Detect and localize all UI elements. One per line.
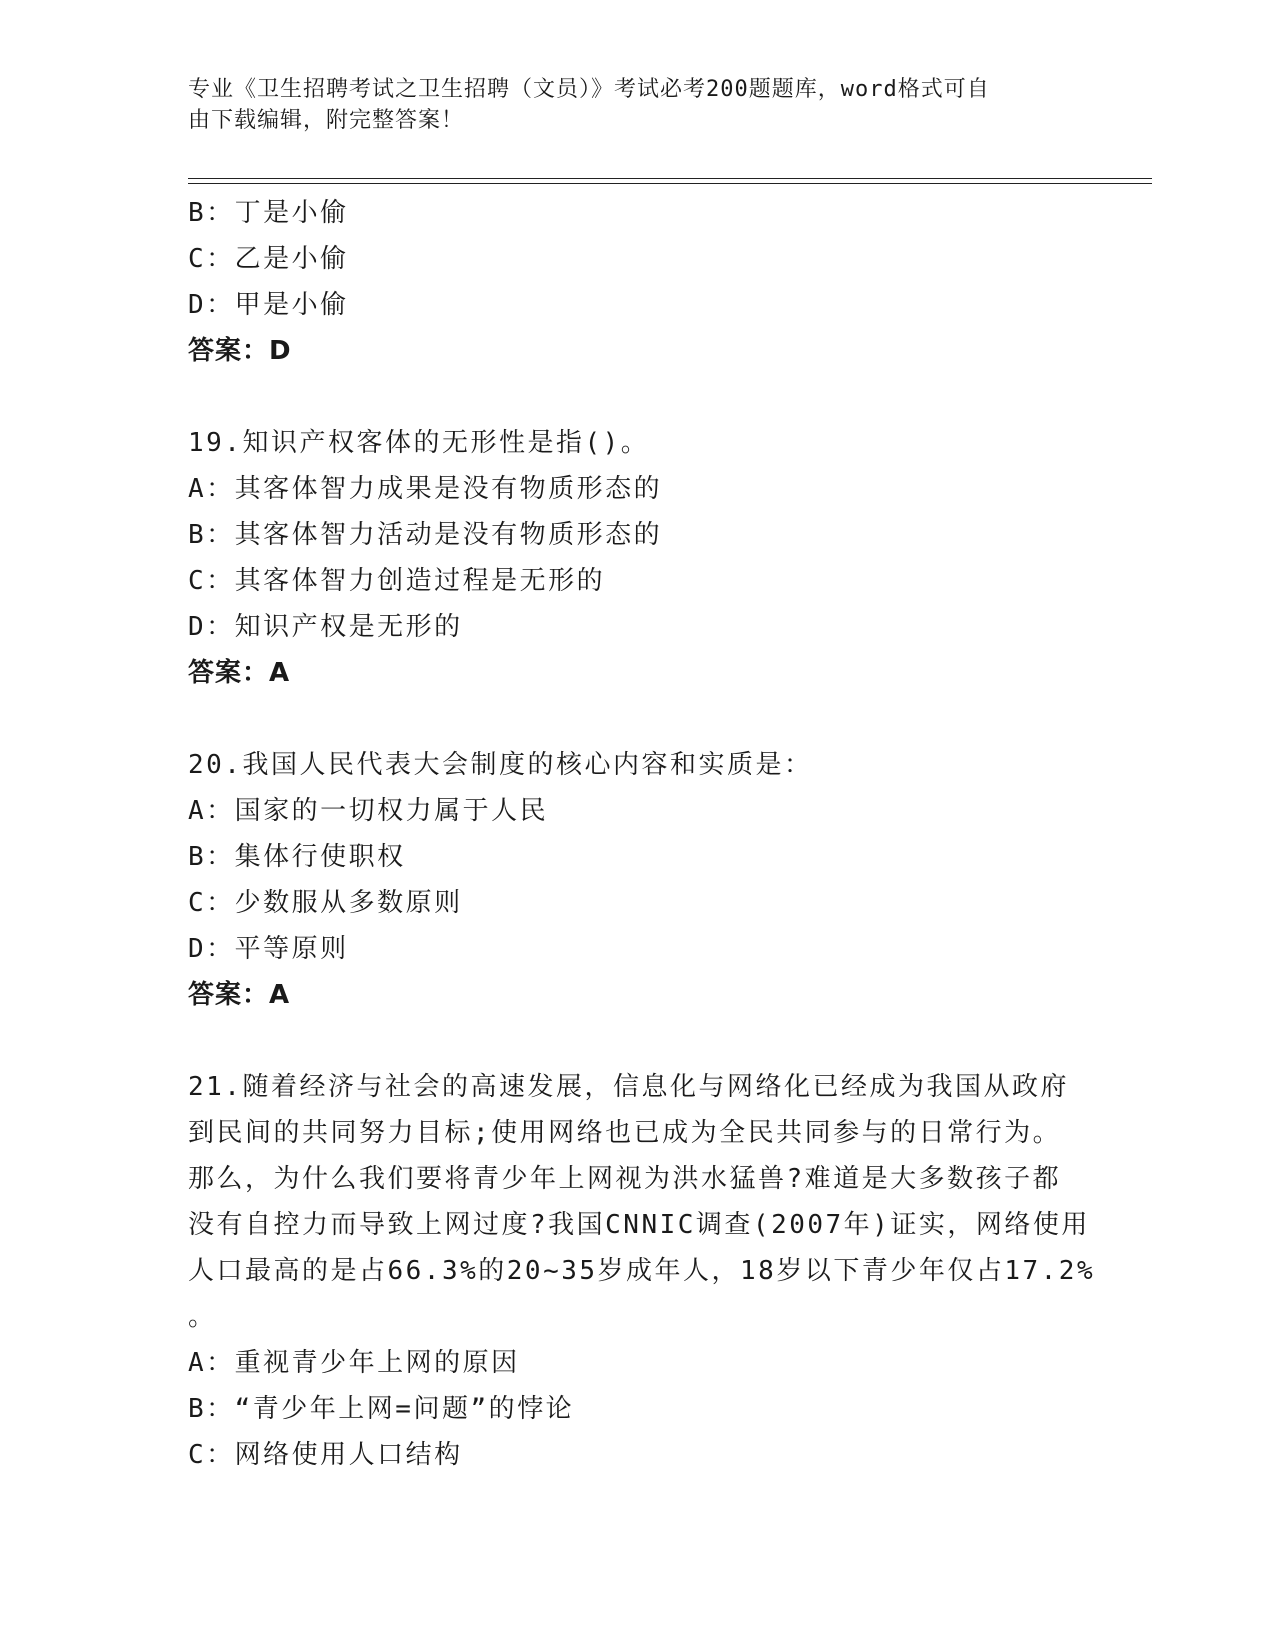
question-18 — [188, 190, 1088, 374]
option-d: D：知识产权是无形的 — [188, 612, 463, 642]
header-line-1: 专业《卫生招聘考试之卫生招聘（文员）》考试必考200题题库，word格式可自 — [188, 77, 990, 102]
question-stem-line: 21.随着经济与社会的高速发展，信息化与网络化已经成为我国从政府 — [188, 1072, 1069, 1102]
question-stem-line: 没有自控力而导致上网过度?我国CNNIC调查(2007年)证实，网络使用 — [188, 1210, 1090, 1240]
option-b: B：其客体智力活动是没有物质形态的 — [188, 520, 663, 550]
question-stem: 19.知识产权客体的无形性是指()。 — [188, 428, 650, 458]
option-b: B：丁是小偷 — [188, 198, 349, 228]
answer: 答案：A — [188, 980, 291, 1010]
option-a: A：其客体智力成果是没有物质形态的 — [188, 474, 663, 504]
question-stem-line: 人口最高的是占66.3%的20~35岁成年人，18岁以下青少年仅占17.2% — [188, 1256, 1096, 1286]
answer: 答案：D — [188, 336, 292, 366]
question-stem: 20.我国人民代表大会制度的核心内容和实质是： — [188, 750, 813, 780]
option-c: C：其客体智力创造过程是无形的 — [188, 566, 606, 596]
option-c: C：网络使用人口结构 — [188, 1440, 463, 1470]
option-a: A：国家的一切权力属于人民 — [188, 796, 549, 826]
question-list — [188, 190, 1096, 1478]
spacer — [188, 374, 1088, 420]
answer: 答案：A — [188, 658, 291, 688]
header-rule-top — [188, 178, 1152, 179]
document-header — [188, 74, 1068, 136]
question-stem-line: 那么，为什么我们要将青少年上网视为洪水猛兽?难道是大多数孩子都 — [188, 1164, 1062, 1194]
question-21 — [188, 1064, 1096, 1478]
option-c: C：少数服从多数原则 — [188, 888, 463, 918]
option-d: D：平等原则 — [188, 934, 349, 964]
header-line-2: 由下载编辑，附完整答案！ — [188, 108, 465, 133]
spacer — [188, 696, 1088, 742]
option-b: B：集体行使职权 — [188, 842, 406, 872]
question-stem-line: 到民间的共同努力目标;使用网络也已成为全民共同参与的日常行为。 — [188, 1118, 1062, 1148]
option-b: B：“青少年上网=问题”的悖论 — [188, 1394, 575, 1424]
header-rule-bottom — [188, 183, 1152, 184]
spacer — [188, 1018, 1088, 1064]
option-a: A：重视青少年上网的原因 — [188, 1348, 520, 1378]
question-stem-line: 。 — [188, 1302, 217, 1332]
question-20 — [188, 742, 1088, 1018]
option-c: C：乙是小偷 — [188, 244, 349, 274]
option-d: D：甲是小偷 — [188, 290, 349, 320]
question-19 — [188, 420, 1088, 696]
